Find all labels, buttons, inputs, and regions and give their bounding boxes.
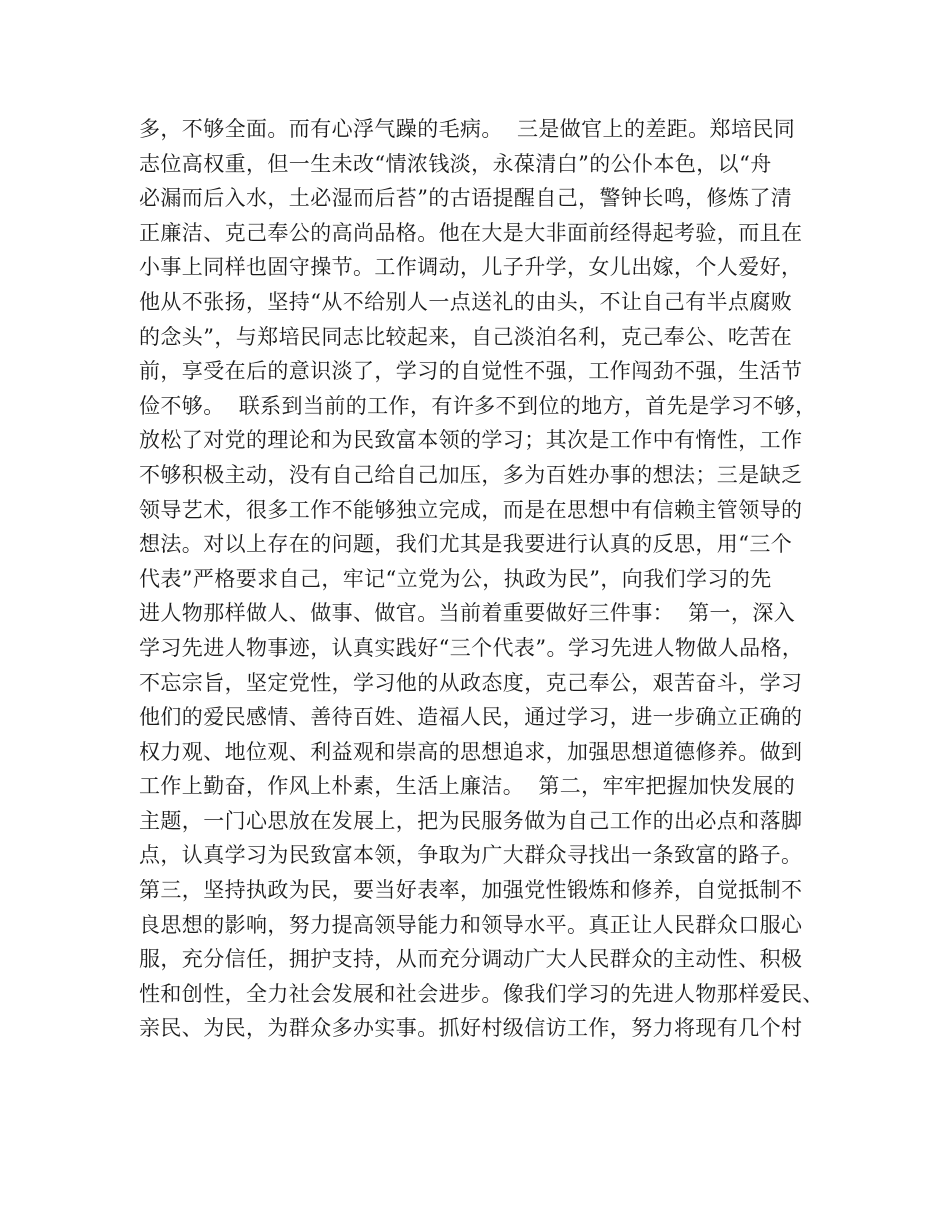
text-line-8: 前，享受在后的意识淡了，学习的自觉性不强，工作闯劲不强，生活节 (139, 359, 803, 384)
text-line-5: 小事上同样也固守操节。工作调动，儿子升学，女儿出嫁，个人爱好， (139, 255, 803, 280)
text-line-13: 想法。对以上存在的问题，我们尤其是我要进行认真的反思，用“三个 (139, 532, 793, 557)
text-line-20: 工作上勤奋，作风上朴素，生活上廉洁。 第二，牢牢把握加快发展的 (139, 774, 796, 799)
text-line-15: 进人物那样做人、做事、做官。当前着重要做好三件事： 第一，深入 (139, 601, 796, 626)
text-line-26: 性和创性，全力社会发展和社会进步。像我们学习的先进人物那样爱民、 (139, 981, 824, 1006)
text-line-14: 代表”严格要求自己，牢记“立党为公，执政为民”，向我们学习的先 (139, 566, 772, 591)
text-line-27: 亲民、为民，为群众多办实事。抓好村级信访工作，努力将现有几个村 (139, 1016, 803, 1041)
text-line-9: 俭不够。 联系到当前的工作，有许多不到位的地方，首先是学习不够， (139, 393, 817, 418)
text-line-1: 多，不够全面。而有心浮气躁的毛病。 三是做官上的差距。郑培民同 (139, 117, 796, 141)
text-line-17: 不忘宗旨，坚定党性，学习他的从政态度，克己奉公，艰苦奋斗，学习 (139, 670, 803, 695)
text-line-7: 的念头”，与郑培民同志比较起来，自己淡泊名利，克己奉公、吃苦在 (139, 324, 793, 349)
text-line-6: 他从不张扬，坚持“从不给别人一点送礼的由头，不让自己有半点腐败 (139, 289, 793, 314)
text-line-21: 主题，一门心思放在发展上，把为民服务做为自己工作的出必点和落脚 (139, 808, 803, 833)
text-line-25: 服，充分信任，拥护支持，从而充分调动广大人民群众的主动性、积极 (139, 947, 803, 972)
text-line-11: 不够积极主动，没有自己给自己加压，多为百姓办事的想法；三是缺乏 (139, 462, 803, 487)
text-line-24: 良思想的影响，努力提高领导能力和领导水平。真正让人民群众口服心 (139, 912, 803, 937)
body-text (139, 112, 839, 1046)
text-line-4: 正廉洁、克己奉公的高尚品格。他在大是大非面前经得起考验，而且在 (139, 220, 803, 245)
text-line-10: 放松了对党的理论和为民致富本领的学习；其次是工作中有惰性，工作 (139, 428, 803, 453)
text-line-23: 第三，坚持执政为民，要当好表率，加强党性锻炼和修养，自觉抵制不 (139, 878, 803, 903)
text-line-18: 他们的爱民感情、善待百姓、造福人民，通过学习，进一步确立正确的 (139, 705, 803, 730)
text-line-22: 点，认真学习为民致富本领，争取为广大群众寻找出一条致富的路子。 (139, 843, 803, 868)
text-line-2: 志位高权重，但一生未改“情浓钱淡，永葆清白”的公仆本色，以“舟 (139, 151, 772, 176)
text-line-16: 学习先进人物事迹，认真实践好“三个代表”。学习先进人物做人品格， (139, 635, 804, 660)
text-line-3: 必漏而后入水，土必湿而后苔”的古语提醒自己，警钟长鸣，修炼了清 (139, 186, 793, 211)
text-line-12: 领导艺术，很多工作不能够独立完成，而是在思想中有信赖主管领导的 (139, 497, 803, 522)
text-line-19: 权力观、地位观、利益观和崇高的思想追求，加强思想道德修养。做到 (139, 739, 803, 764)
